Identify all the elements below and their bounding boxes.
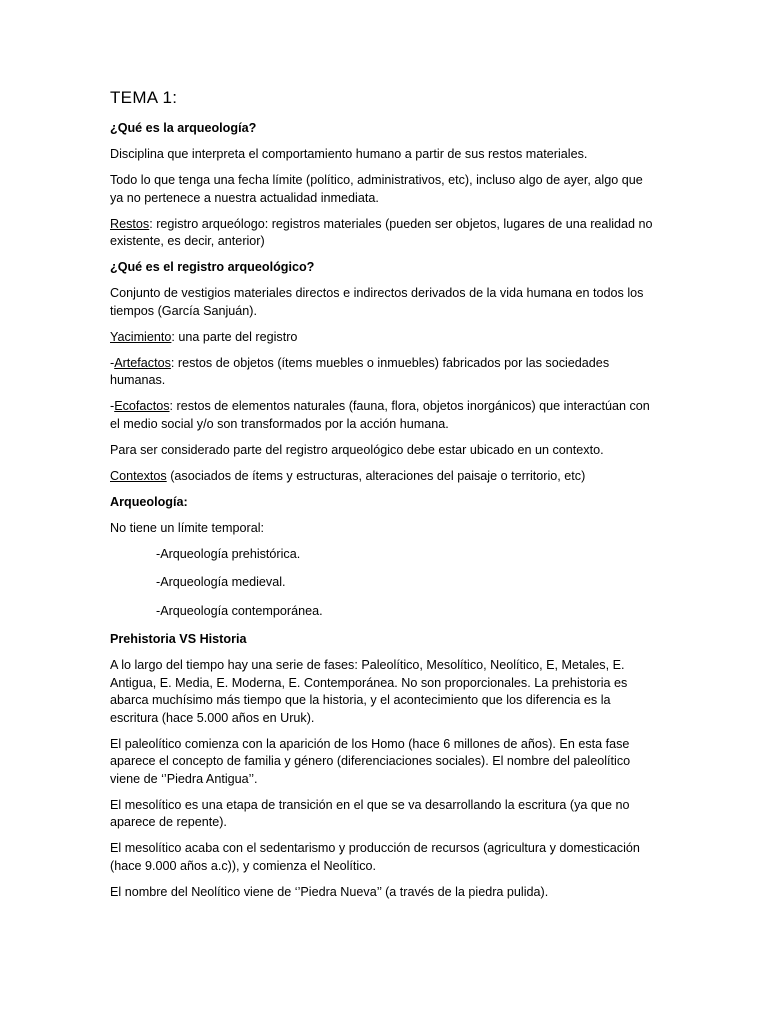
paragraph-mesolitico-transicion: El mesolítico es una etapa de transición en el que se va desarrollando la escritura (ya que no aparece de repente).	[110, 797, 630, 829]
term-ecofactos: Ecofactos	[114, 399, 170, 413]
heading-que-es-arqueologia: ¿Qué es la arqueología?	[110, 121, 257, 135]
paragraph-fases: A lo largo del tiempo hay una serie de fases: Paleolítico, Mesolítico, Neolítico, E, Metales, E. Antigua, E. Media, E. Moderna, E. Contemporánea. No son proporcionales. La prehistoria es abarca muchísimo más tiempo que la historia, y el acontecimiento que los diferencia es la escritura (hace 5.000 años en Uruk).	[110, 658, 628, 725]
paragraph-contextos	[110, 468, 658, 486]
artefactos-text: : restos de objetos (ítems muebles o inmuebles) fabricados por las sociedades humanas.	[110, 355, 610, 387]
paragraph-paleolitico: El paleolítico comienza con la aparición de los Homo (hace 6 millones de años). En esta fase aparece el concepto de familia y género (diferenciaciones sociales). El nombre del paleolítico viene de ‘’Piedra Antigua’’.	[110, 736, 631, 786]
paragraph-fecha-limite: Todo lo que tenga una fecha límite (político, administrativos, etc), incluso algo de ayer, algo que ya no pertenece a nuestra actualidad inmediata.	[110, 173, 643, 205]
heading-arqueologia: Arqueología:	[110, 494, 188, 509]
term-yacimiento: Yacimiento	[110, 329, 172, 344]
restos-text: : registro arqueólogo: registros materiales (pueden ser objetos, lugares de una realidad no existente, es decir, anterior)	[110, 216, 653, 248]
term-artefactos: Artefactos	[114, 355, 171, 370]
list-item: -Arqueología prehistórica.	[156, 546, 301, 561]
ecofactos-prefix: -	[110, 399, 115, 413]
term-contextos: Contextos	[110, 468, 167, 483]
document-title: TEMA 1:	[110, 88, 178, 107]
paragraph-limite-temporal: No tiene un límite temporal:	[110, 520, 264, 535]
ecofactos-text: : restos de elementos naturales (fauna, flora, objetos inorgánicos) que interactúan con el medio social y/o son transformados por la acción humana.	[110, 399, 650, 431]
term-restos: Restos	[110, 216, 150, 231]
contextos-text: (asociados de ítems y estructuras, alteraciones del paisaje o territorio, etc)	[166, 468, 586, 483]
artefactos-prefix: -	[110, 355, 115, 370]
yacimiento-text: : una parte del registro	[171, 329, 298, 344]
paragraph-conjunto-vestigios: Conjunto de vestigios materiales directos e indirectos derivados de la vida humana en todos los tiempos (García Sanjuán).	[110, 286, 644, 318]
paragraph-contexto: Para ser considerado parte del registro arqueológico debe estar ubicado en un contexto.	[110, 442, 604, 457]
paragraph-ecofactos	[110, 398, 658, 433]
heading-registro-arqueologico: ¿Qué es el registro arqueológico?	[110, 260, 315, 274]
list-item: -Arqueología contemporánea.	[156, 603, 323, 618]
paragraph-definicion: Disciplina que interpreta el comportamiento humano a partir de sus restos materiales.	[110, 147, 588, 161]
heading-prehistoria-vs-historia: Prehistoria VS Historia	[110, 632, 247, 646]
paragraph-restos	[110, 216, 658, 251]
paragraph-yacimiento	[110, 329, 658, 347]
paragraph-neolitico: El nombre del Neolítico viene de ‘’Piedra Nueva’’ (a través de la piedra pulida).	[110, 884, 549, 899]
paragraph-mesolitico-fin: El mesolítico acaba con el sedentarismo y producción de recursos (agricultura y domesticación (hace 9.000 años a.c)), y comienza el Neolítico.	[110, 841, 640, 873]
list-item: -Arqueología medieval.	[156, 575, 286, 589]
paragraph-artefactos	[110, 355, 658, 390]
